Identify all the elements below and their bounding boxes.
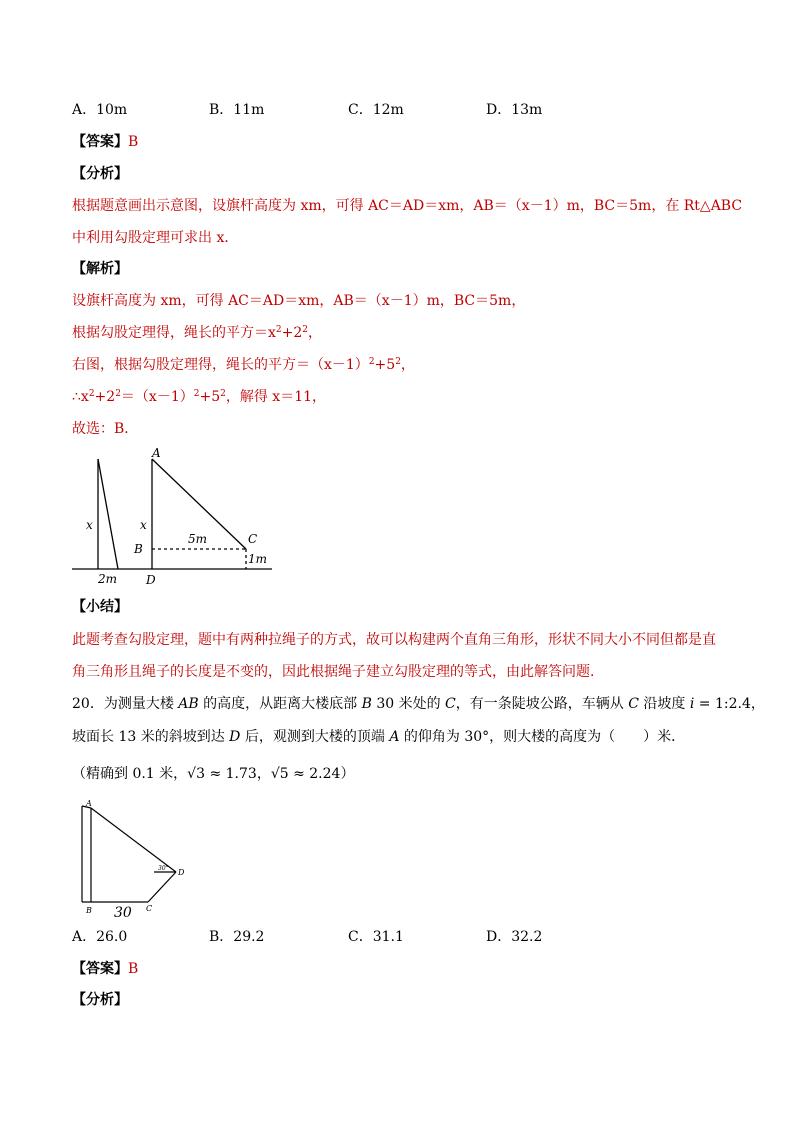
math-c: C bbox=[628, 696, 639, 712]
superscript: 2 bbox=[395, 357, 401, 367]
text-span: ＝（x－1） bbox=[120, 389, 194, 405]
text-span: ， bbox=[256, 766, 271, 782]
math-c: C bbox=[445, 696, 456, 712]
label-a: A bbox=[86, 799, 92, 808]
q20-line-3 bbox=[72, 764, 354, 784]
text-span: 沿坡度 bbox=[638, 696, 690, 712]
text-span: 坡面长 13 米的斜坡到达 bbox=[72, 729, 230, 745]
math-b: B bbox=[361, 696, 372, 712]
superscript: 2 bbox=[220, 389, 226, 399]
math-a: A bbox=[389, 729, 400, 745]
figure-flagpole-diagram bbox=[60, 445, 290, 590]
text-span: 右图，根据勾股定理得，绳长的平方＝（x－1） bbox=[72, 357, 369, 373]
q19-answer bbox=[72, 132, 138, 152]
text-span: （精确到 0.1 米， bbox=[72, 766, 188, 782]
label-30: 30 bbox=[114, 905, 132, 920]
q20-option-b: B．29.2 bbox=[209, 929, 265, 945]
text-span: ∴x bbox=[72, 389, 89, 405]
text-span: +5 bbox=[374, 357, 396, 373]
label-angle: 30° bbox=[158, 865, 169, 872]
sight-line-ad bbox=[91, 808, 176, 872]
text-span: ， bbox=[308, 325, 323, 341]
label-5m: 5m bbox=[188, 532, 208, 546]
text-span: = 1:2.4， bbox=[694, 696, 765, 712]
text-span: 根据勾股定理得，绳长的平方＝x bbox=[72, 325, 276, 341]
solution-line-3 bbox=[72, 355, 415, 375]
math-sqrt5: √5 ≈ 2.24 bbox=[270, 766, 341, 782]
q20-answer bbox=[72, 959, 138, 979]
math-ab: AB bbox=[178, 696, 199, 712]
summary-label: 【小结】 bbox=[72, 599, 128, 615]
solution-line-5: 故选：B． bbox=[72, 421, 139, 437]
math-d: D bbox=[229, 729, 241, 745]
solution-line-1: 设旗杆高度为 xm，可得 AC＝AD＝xm，AB＝（x－1）m，BC＝5m， bbox=[72, 293, 526, 309]
label-c: C bbox=[248, 532, 258, 546]
label-b: B bbox=[134, 542, 143, 556]
label-d: D bbox=[178, 868, 185, 877]
slope-cd bbox=[148, 872, 176, 902]
superscript: 2 bbox=[302, 325, 309, 335]
text-span: 后，观测到大楼的顶端 bbox=[240, 729, 390, 745]
q20-option-c: C．31.1 bbox=[348, 929, 404, 945]
q20-line-2 bbox=[72, 727, 685, 747]
text-span: +5 bbox=[199, 389, 221, 405]
solution-label: 【解析】 bbox=[72, 261, 128, 277]
analysis-line-2: 中利用勾股定理可求出 x． bbox=[72, 230, 239, 246]
text-span: ，解得 x＝11， bbox=[225, 389, 327, 405]
label-1m: 1m bbox=[248, 552, 268, 566]
figure-building-slope-diagram bbox=[74, 796, 204, 920]
text-span: 的高度，从距离大楼底部 bbox=[198, 696, 362, 712]
answer-label: 【答案】 bbox=[72, 134, 128, 150]
superscript: 2 bbox=[368, 357, 375, 367]
text-span: ） bbox=[340, 766, 355, 782]
q19-option-b: B．11m bbox=[209, 102, 265, 118]
text-span: +2 bbox=[281, 325, 303, 341]
label-a: A bbox=[152, 446, 161, 460]
text-span: ，有一条陡坡公路，车辆从 bbox=[455, 696, 629, 712]
q20-options bbox=[72, 927, 732, 947]
solution-line-2 bbox=[72, 323, 322, 343]
q19-option-d: D．13m bbox=[486, 102, 543, 118]
label-2m: 2m bbox=[98, 572, 118, 586]
superscript: 2 bbox=[193, 389, 200, 399]
label-b: B bbox=[86, 906, 92, 915]
label-x-right: x bbox=[140, 518, 147, 532]
left-rope bbox=[98, 459, 118, 569]
text-span: 30 米处的 bbox=[371, 696, 446, 712]
summary-line-2: 角三角形且绳子的长度是不变的，因此根据绳子建立勾股定理的等式，由此解答问题. bbox=[72, 664, 595, 680]
label-c: C bbox=[146, 904, 153, 913]
answer-label: 【答案】 bbox=[72, 961, 128, 977]
q20-option-d: D．32.2 bbox=[486, 929, 543, 945]
q20-line-1 bbox=[72, 694, 765, 714]
q19-option-a: A．10m bbox=[72, 102, 128, 118]
q20-option-a: A．26.0 bbox=[72, 929, 128, 945]
superscript: 2 bbox=[115, 389, 121, 399]
answer-value: B bbox=[128, 134, 139, 150]
text-span: 20．为测量大楼 bbox=[72, 696, 179, 712]
label-x-left: x bbox=[86, 518, 93, 532]
math-i: i bbox=[689, 696, 695, 712]
text-span: +2 bbox=[94, 389, 116, 405]
text-span: 的仰角为 30°，则大楼的高度为（ ）米． bbox=[399, 729, 686, 745]
superscript: 2 bbox=[88, 389, 95, 399]
text-span: ， bbox=[400, 357, 415, 373]
superscript: 2 bbox=[275, 325, 282, 335]
analysis-label: 【分析】 bbox=[72, 992, 128, 1008]
q19-option-c: C．12m bbox=[348, 102, 404, 118]
solution-line-4 bbox=[72, 387, 326, 407]
answer-value: B bbox=[128, 961, 139, 977]
q19-options bbox=[72, 100, 732, 120]
math-sqrt3: √3 ≈ 1.73 bbox=[187, 766, 257, 782]
summary-line-1: 此题考查勾股定理，题中有两种拉绳子的方式，故可以构建两个直角三角形，形状不同大小不同但都是直 bbox=[72, 632, 716, 648]
label-d: D bbox=[146, 573, 156, 587]
analysis-label: 【分析】 bbox=[72, 166, 128, 182]
analysis-line-1: 根据题意画出示意图，设旗杆高度为 xm，可得 AC＝AD＝xm，AB＝（x－1）m，BC＝5m，在 Rt△ABC bbox=[72, 198, 743, 214]
